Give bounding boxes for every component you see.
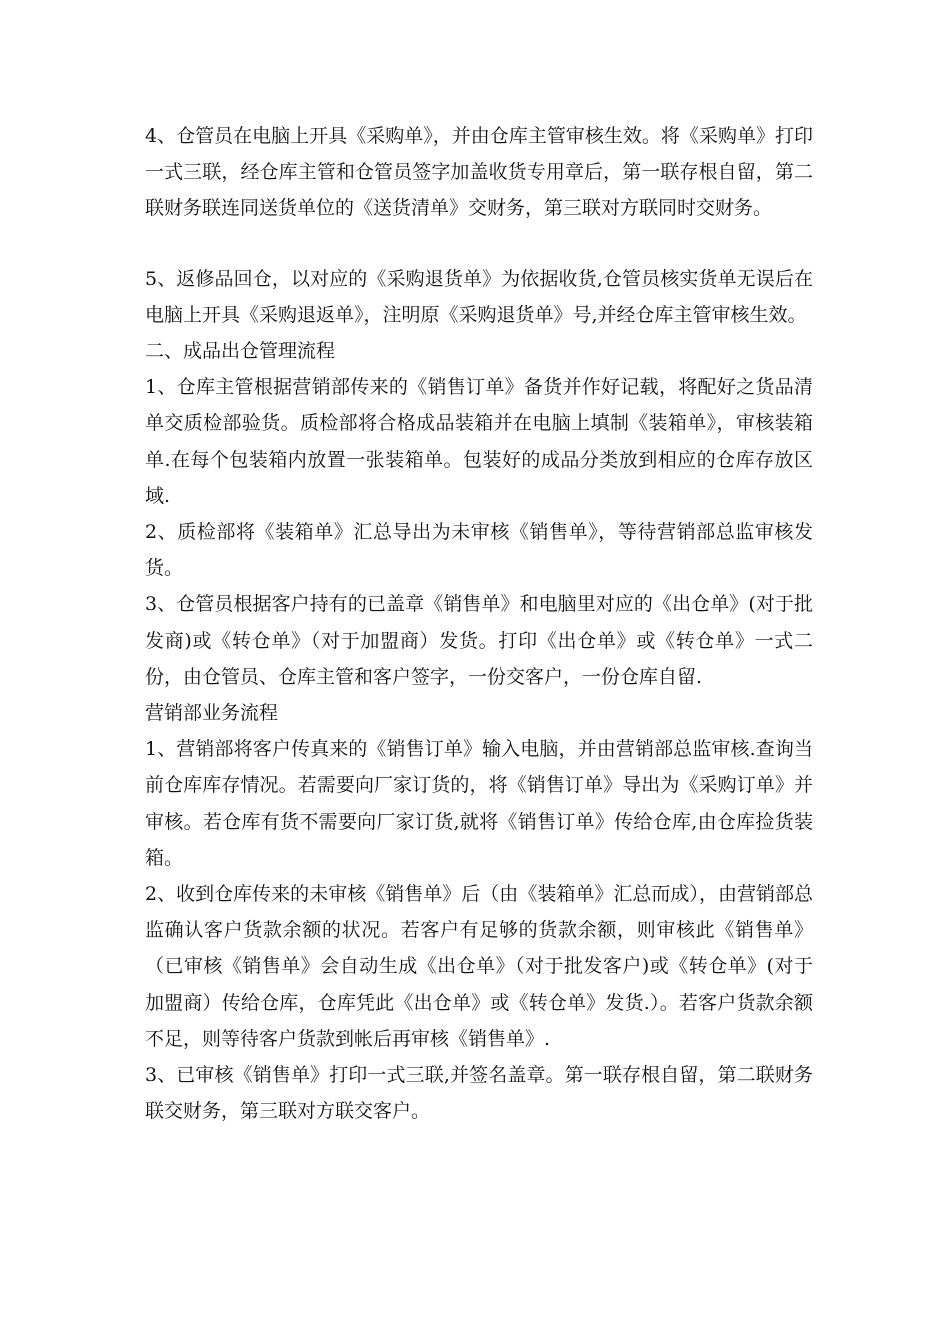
section-heading-marketing-process: 营销部业务流程 [145,702,279,725]
paragraph-outbound-step-2: 2、质检部将《装箱单》汇总导出为未审核《销售单》，等待营销部总监审核发货。 [145,521,813,580]
document-body [145,118,813,1129]
paragraph-outbound-step-1: 1、仓库主管根据营销部传来的《销售订单》备货并作好记载，将配好之货品清单交质检部验货。质检部将合格成品装箱并在电脑上填制《装箱单》，审核装箱单.在每个包装箱内放置一张装箱单。包装好的成品分类放到相应的仓库存放区域. [145,376,813,507]
paragraph-marketing-step-2: 2、收到仓库传来的未审核《销售单》后（由《装箱单》汇总而成），由营销部总监确认客户货款余额的状况。若客户有足够的货款余额，则审核此《销售单》（已审核《销售单》会自动生成《出仓单》（对于批发客户)或《转仓单》(对于加盟商）传给仓库，仓库凭此《出仓单》或《转仓单》发货.）。若客户货款余额不足，则等待客户货款到帐后再审核《销售单》. [145,883,813,1050]
paragraph-receiving-step-4: 4、仓管员在电脑上开具《采购单》，并由仓库主管审核生效。将《采购单》打印一式三联，经仓库主管和仓管员签字加盖收货专用章后，第一联存根自留，第二联财务联连同送货单位的《送货清单》交财务，第三联对方联同时交财务。 [145,125,813,220]
section-heading-finished-goods-outbound: 二、成品出仓管理流程 [145,340,336,363]
paragraph-marketing-step-3: 3、已审核《销售单》打印一式三联,并签名盖章。第一联存根自留，第二联财务联交财务，第三联对方联交客户。 [145,1064,813,1123]
paragraph-marketing-step-1: 1、营销部将客户传真来的《销售订单》输入电脑，并由营销部总监审核.查询当前仓库库存情况。若需要向厂家订货的，将《销售订单》导出为《采购订单》并审核。若仓库有货不需要向厂家订货,就将《销售订单》传给仓库,由仓库捡货装箱。 [145,738,813,869]
paragraph-outbound-step-3: 3、仓管员根据客户持有的已盖章《销售单》和电脑里对应的《出仓单》(对于批发商)或《转仓单》（对于加盟商）发货。打印《出仓单》或《转仓单》一式二份，由仓管员、仓库主管和客户签字，一份交客户，一份仓库自留. [145,593,813,688]
paragraph-receiving-step-5: 5、返修品回仓，以对应的《采购退货单》为依据收货,仓管员核实货单无误后在电脑上开具《采购退返单》，注明原《采购退货单》号,并经仓库主管审核生效。 [145,267,813,326]
